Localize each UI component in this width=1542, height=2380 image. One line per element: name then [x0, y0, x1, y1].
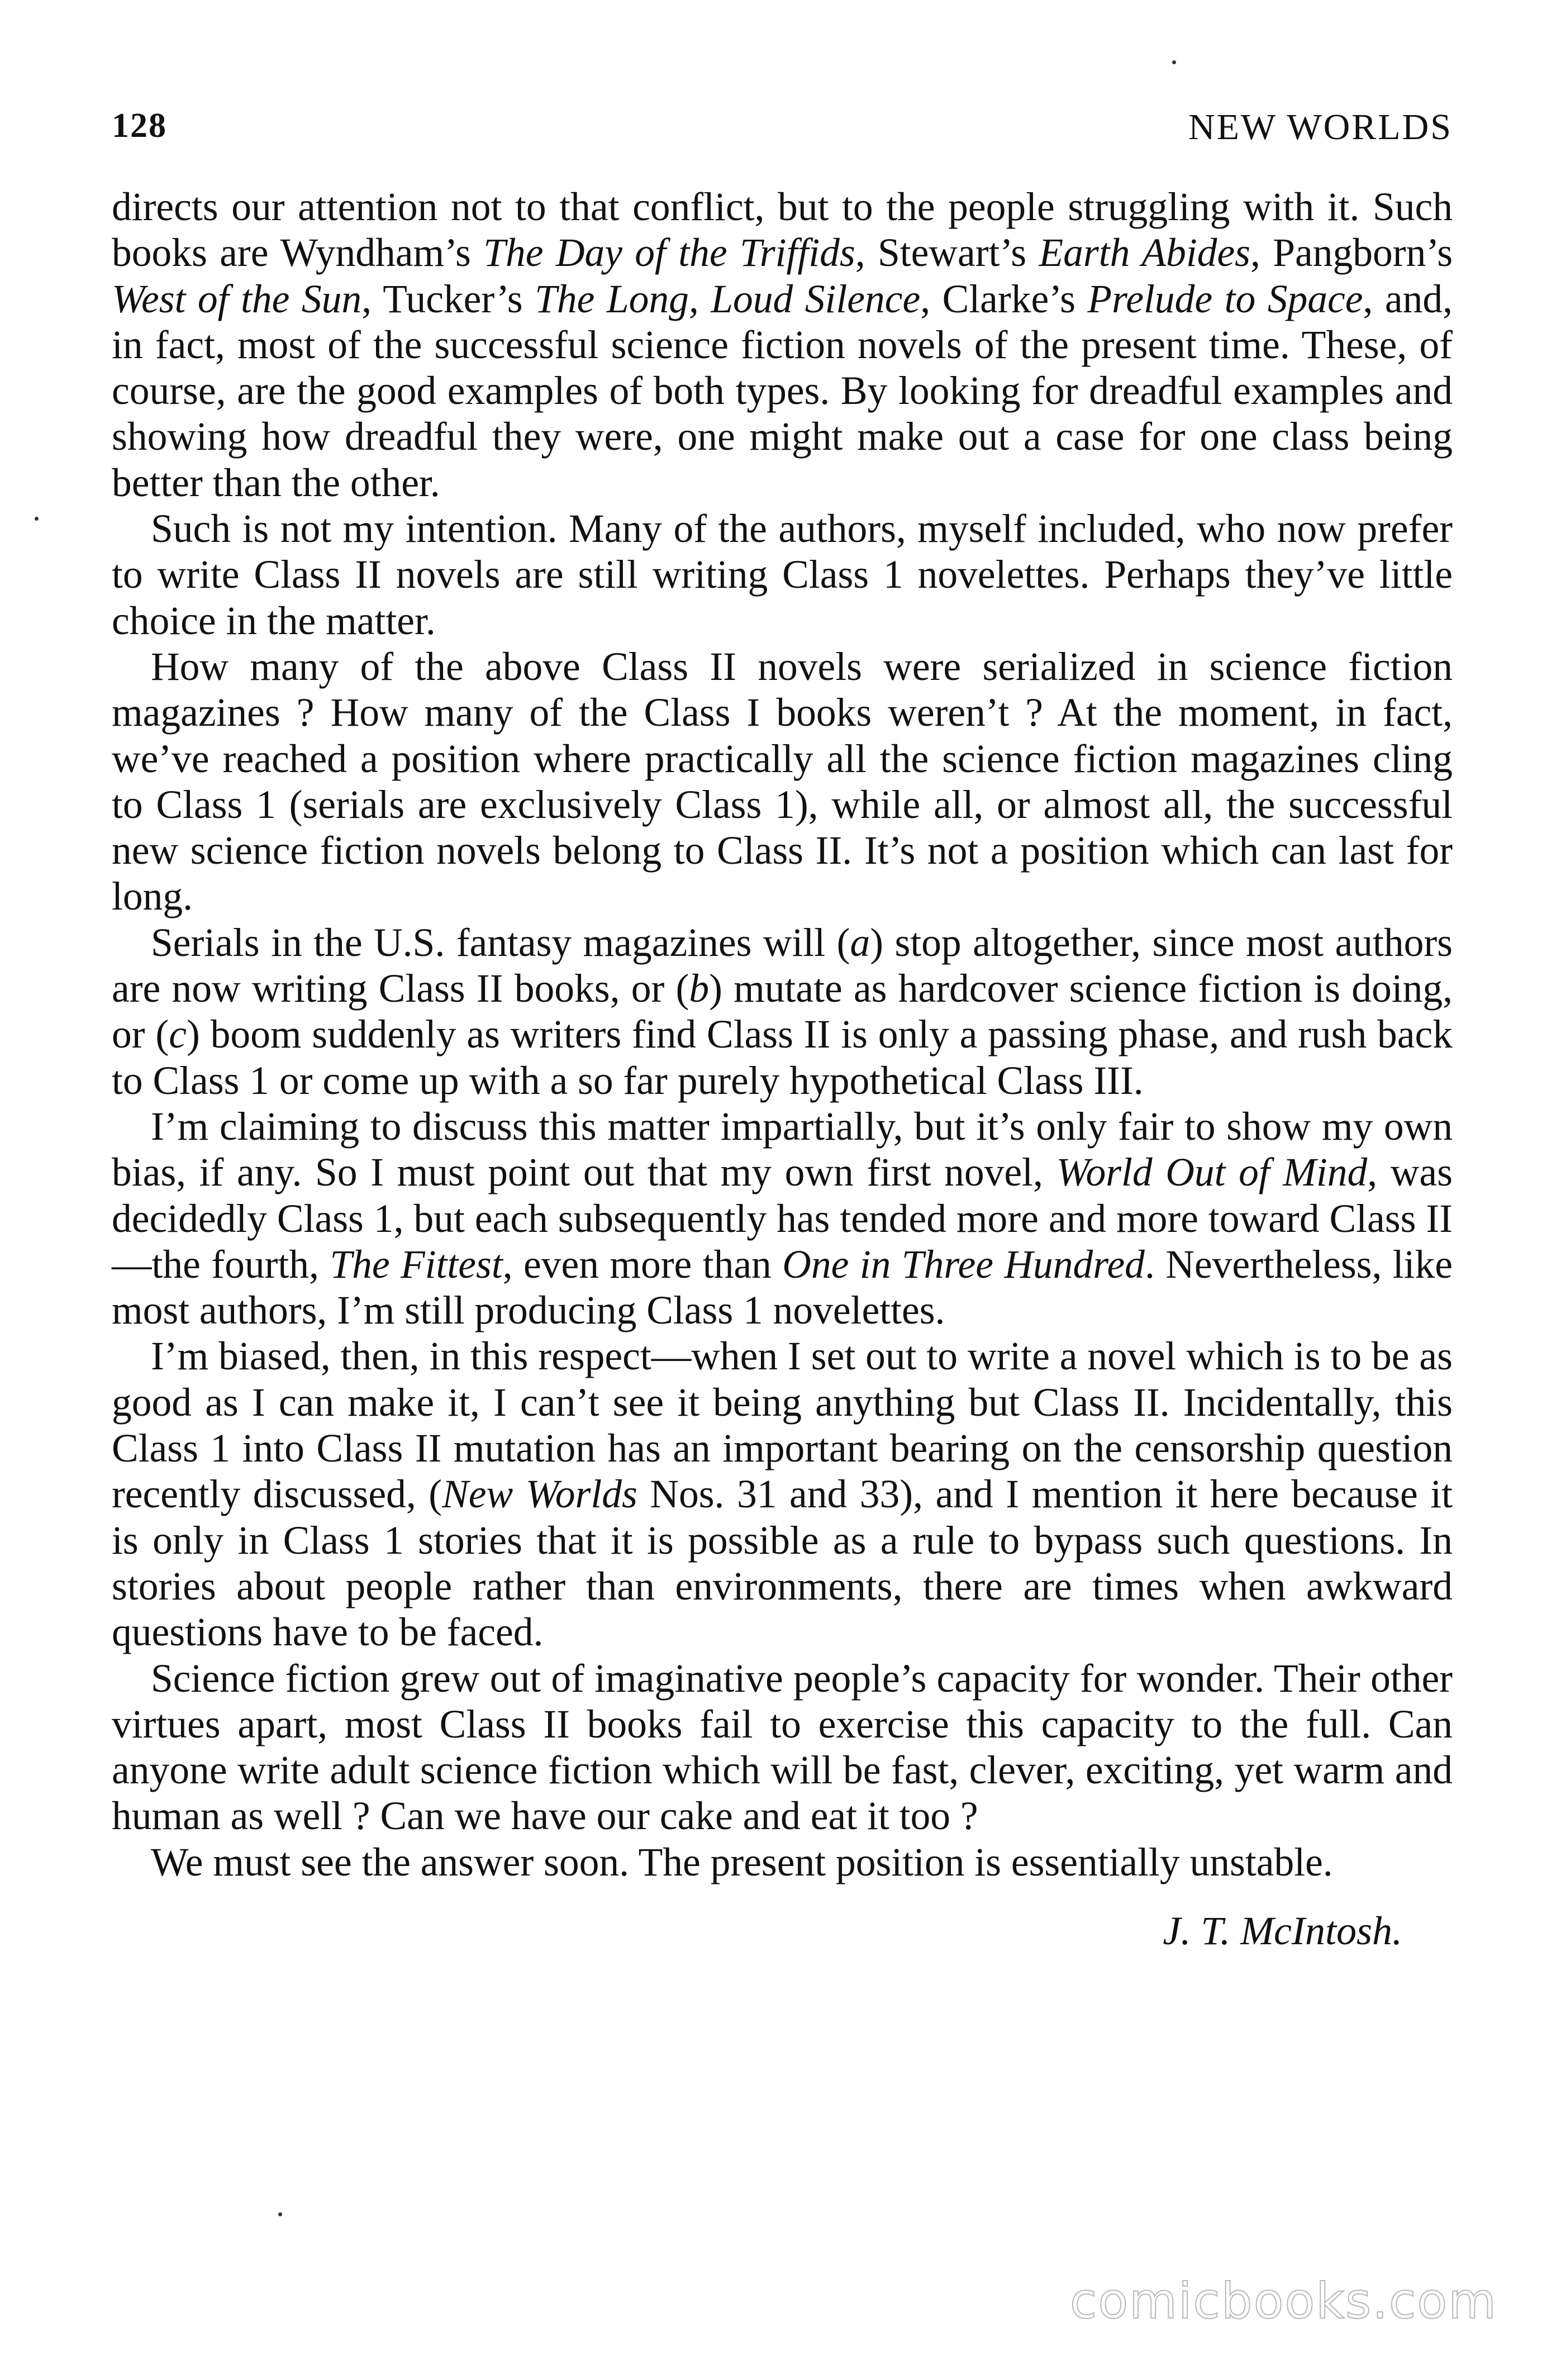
book-page	[112, 106, 1453, 2319]
watermark: comicbooks.com	[1069, 2272, 1497, 2330]
author-signature: J. T. McIntosh.	[1163, 1908, 1402, 1953]
print-speck	[278, 2212, 282, 2216]
page-number: 128	[112, 107, 167, 145]
page-header	[112, 106, 1453, 156]
print-speck	[1172, 60, 1176, 64]
paragraph: How many of the above Class II novels were serialized in science fiction magazines ? How many of the Class I books weren’t ? At the moment, in fact, we’ve reached a position where practically all the science fiction magazines cling to Class 1 (serials are exclusively Class 1), while all, or almost all, the successful new science fiction novels belong to Class II. It’s not a position which can last for long.	[112, 644, 1453, 919]
paragraph: directs our attention not to that conflict, but to the people struggling with it. Such books are Wyndham’s The Day of the Triffids, Stewart’s Earth Abides, Pangborn’s West of the Sun, Tucker’s The Long, Loud Silence, Clarke’s Prelude to Space, and, in fact, most of the successful science fiction novels of the present time. These, of course, are the good examples of both types. By looking for dreadful examples and showing how dreadful they were, one might make out a case for one class being better than the other.	[112, 185, 1453, 505]
paragraph: We must see the answer soon. The present position is essentially unstable.	[151, 1840, 1333, 1884]
running-head: NEW WORLDS	[1188, 107, 1453, 147]
paragraph: I’m biased, then, in this respect—when I set out to write a novel which is to be as good as I can make it, I can’t see it being anything but Class II. Incidentally, this Class 1 into Class II mutation has an important bearing on the censorship question recently discussed, (New Worlds Nos. 31 and 33), and I mention it here because it is only in Class 1 stories that it is possible as a rule to bypass such questions. In stories about people rather than environments, there are times when awkward questions have to be faced.	[112, 1334, 1453, 1655]
print-speck	[35, 517, 39, 521]
paragraph: Science fiction grew out of imaginative people’s capacity for wonder. Their other virtues apart, most Class II books fail to exercise this capacity to the full. Can anyone write adult science fiction which will be fast, clever, exciting, yet warm and human as well ? Can we have our cake and eat it too ?	[112, 1656, 1453, 1839]
paragraph: Serials in the U.S. fantasy magazines will (a) stop altogether, since most authors are now writing Class II books, or (b) mutate as hardcover science fiction is doing, or (c) boom suddenly as writers find Class II is only a passing phase, and rush back to Class 1 or come up with a so far purely hypothetical Class III.	[112, 920, 1453, 1103]
paragraph: I’m claiming to discuss this matter impartially, but it’s only fair to show my own bias, if any. So I must point out that my own first novel, World Out of Mind, was decidedly Class 1, but each subsequently has tended more and more toward Class II—the fourth, The Fittest, even more than One in Three Hundred. Nevertheless, like most authors, I’m still producing Class 1 novelettes.	[112, 1104, 1453, 1333]
paragraph: Such is not my intention. Many of the authors, myself included, who now prefer to write Class II novels are still writing Class 1 novelettes. Perhaps they’ve little choice in the matter.	[112, 507, 1453, 643]
article-body	[112, 184, 1453, 1886]
